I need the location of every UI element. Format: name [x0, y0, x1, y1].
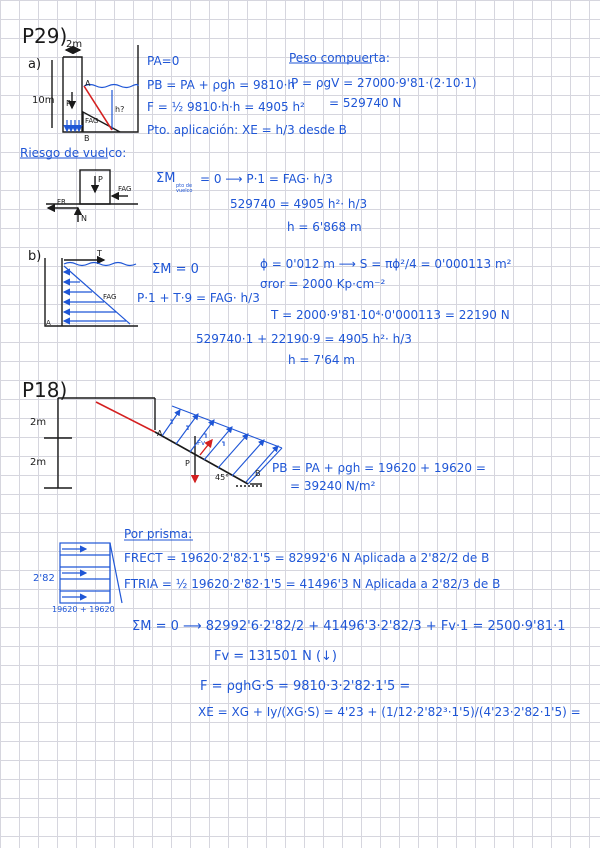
p18-point-b: B [255, 469, 261, 478]
prisma-eq-3: ΣM = 0 ⟶ 82992'6·2'82/2 + 41496'3·2'82/3 + Fv·1 = 2500·9'81·1 [132, 619, 566, 634]
prisma-base: 19620 + 19620 [52, 605, 115, 614]
peso-title: Peso compuerta: [289, 51, 390, 65]
vuelco-p: P [98, 175, 103, 184]
b-fag: FAG [103, 293, 117, 301]
prisma-height: 2'82 [33, 573, 55, 584]
eq-b-3: ϕ = 0'012 m ⟶ S = πϕ²/4 = 0'000113 m² [260, 257, 512, 271]
dim-2m-bottom: 2m [30, 457, 47, 468]
eq-b-2: P·1 + T·9 = FAG· h/3 [137, 291, 260, 305]
point-a: A [85, 79, 91, 88]
b-point-a: A [46, 319, 51, 327]
weight-p: P [66, 99, 71, 108]
vuelco-title: Riesgo de vuelco: [20, 146, 127, 160]
prisma-eq-2: FTRIA = ½ 19620·2'82·1'5 = 41496'3 N Aplicada a 2'82/3 de B [124, 577, 501, 591]
problem-title-p18: P18) [22, 378, 68, 402]
figure-p18 [44, 398, 262, 488]
part-label-b: b) [28, 249, 42, 264]
figure-prism [60, 543, 122, 603]
eq-v-1: = 0 ⟶ P·1 = FAG· h/3 [200, 172, 333, 186]
pb-eq-1: PB = PA + ρgh = 19620 + 19620 = [272, 461, 486, 475]
peso-eq-1: P = ρgV = 27000·9'81·(2·10·1) [291, 76, 477, 90]
eq-a-2: PB = PA + ρgh = 9810·h [147, 78, 295, 92]
dim-width: 2m [66, 39, 83, 50]
prisma-eq-4: Fv = 131501 N (↓) [214, 649, 337, 664]
p18-p: P [185, 459, 190, 468]
prisma-eq-1: FRECT = 19620·2'82·1'5 = 82992'6 N Aplicada a 2'82/2 de B [124, 551, 490, 565]
eq-a-4: Pto. aplicación: XE = h/3 desde B [147, 123, 347, 137]
point-b: B [84, 134, 90, 143]
eq-b-1: ΣM = 0 [152, 262, 199, 277]
problem-title-p29: P29) [22, 24, 68, 48]
pb-eq-2: = 39240 N/m² [290, 479, 376, 493]
eq-v-2: 529740 = 4905 h²· h/3 [230, 197, 368, 211]
vuelco-fag: FAG [118, 185, 132, 193]
vuelco-fr: FR [57, 198, 66, 206]
part-label-a: a) [28, 57, 42, 72]
prisma-eq-5: F = ρghG·S = 9810·3·2'82·1'5 = [200, 679, 411, 694]
prisma-eq-6: XE = XG + Iy/(XG·S) = 4'23 + (1/12·2'82³·1'5)/(4'23·2'82·1'5) = [198, 705, 581, 719]
eq-a-1: PA=0 [147, 54, 180, 68]
eq-a-3: F = ½ 9810·h·h = 4905 h² [147, 100, 305, 114]
p18-fv: Fv [197, 439, 206, 447]
figure-p29a-water [67, 85, 138, 132]
dim-height: 10m [32, 95, 55, 106]
eq-b-5: T = 2000·9'81·10⁴·0'000113 = 22190 N [271, 308, 510, 322]
eq-v-3: h = 6'868 m [287, 220, 362, 234]
eq-v-sub: pto de vuelco [176, 183, 193, 194]
force-fag: FAG [85, 117, 99, 125]
eq-b-6: 529740·1 + 22190·9 = 4905 h²· h/3 [196, 332, 412, 346]
tension-t: T [97, 249, 102, 258]
p18-angle: 45° [215, 473, 230, 482]
vuelco-n: N [81, 214, 87, 223]
eq-b-4: σror = 2000 Kp·cm⁻² [260, 277, 386, 291]
prisma-title: Por prisma: [124, 527, 193, 541]
figure-p29b-water [64, 263, 136, 325]
eq-v-sum: ΣM [156, 171, 176, 186]
figure-p18-gate-top [96, 402, 155, 432]
depth-h: h? [115, 105, 125, 114]
peso-eq-2: = 529740 N [329, 96, 402, 110]
p18-point-a: A [157, 429, 163, 438]
figure-vuelco [46, 170, 138, 222]
eq-b-7: h = 7'64 m [288, 353, 355, 367]
dim-2m-top: 2m [30, 417, 47, 428]
